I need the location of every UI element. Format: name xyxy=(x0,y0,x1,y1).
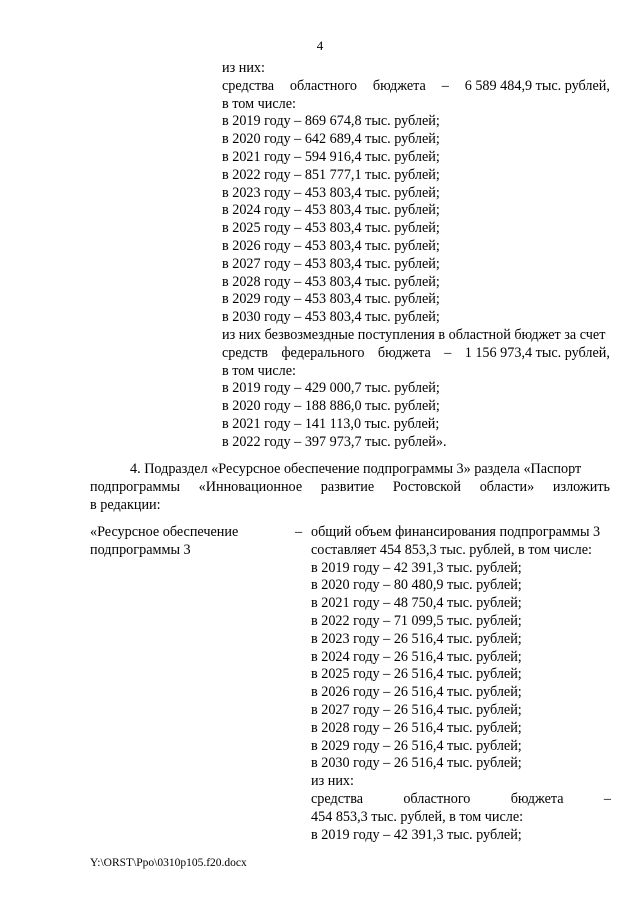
year-line: в 2026 году – 453 803,4 тыс. рублей; xyxy=(222,237,440,254)
subprogram-year-list xyxy=(311,560,611,774)
year-line: в 2020 году – 642 689,4 тыс. рублей; xyxy=(222,131,440,148)
federal-including-line: в том числе: xyxy=(222,362,296,379)
federal-year-line: в 2019 году – 429 000,7 тыс. рублей; xyxy=(222,380,440,397)
paragraph-line-3: в редакции: xyxy=(90,496,161,513)
from-them-line: из них: xyxy=(222,60,265,76)
federal-intro-line: из них безвозмездные поступления в областной бюджет за счет xyxy=(222,326,606,343)
year-line: в 2029 году – 26 516,4 тыс. рублей; xyxy=(311,737,522,754)
year-line: в 2022 году – 71 099,5 тыс. рублей; xyxy=(311,612,522,629)
regional-budget-block xyxy=(222,60,610,452)
year-line: в 2022 году – 851 777,1 тыс. рублей; xyxy=(222,166,440,183)
regional-budget-total-line: средства областного бюджета – 6 589 484,9 тыс. рублей, xyxy=(222,77,610,94)
resource-label-line-1: «Ресурсное обеспечение xyxy=(90,524,239,540)
paragraph-line-2: подпрограммы «Инновационное развитие Ростовской области» изложить xyxy=(90,478,610,495)
including-line: в том числе: xyxy=(222,95,296,112)
regional-budget-line-2: средства областного бюджета – xyxy=(311,790,611,807)
year-line: в 2021 году – 48 750,4 тыс. рублей; xyxy=(311,595,522,612)
year-line: в 2019 году – 42 391,3 тыс. рублей; xyxy=(311,559,522,576)
total-funding-line-2: составляет 454 853,3 тыс. рублей, в том числе: xyxy=(311,541,592,558)
federal-budget-total-line: средств федерального бюджета – 1 156 973,4 тыс. рублей, xyxy=(222,344,610,361)
year-line: в 2026 году – 26 516,4 тыс. рублей; xyxy=(311,684,522,701)
regional-year-list xyxy=(222,113,610,327)
from-them-line-2: из них: xyxy=(311,773,354,790)
federal-year-list xyxy=(222,380,610,451)
file-path-footer: Y:\ORST\Ppo\0310p105.f20.docx xyxy=(90,857,247,869)
total-funding-line-1: общий объем финансирования подпрограммы 3 xyxy=(311,524,601,540)
regional-year-line: в 2019 году – 42 391,3 тыс. рублей; xyxy=(311,826,522,843)
year-line: в 2028 году – 453 803,4 тыс. рублей; xyxy=(222,273,440,290)
year-line: в 2023 году – 453 803,4 тыс. рублей; xyxy=(222,184,440,201)
year-line: в 2030 году – 26 516,4 тыс. рублей; xyxy=(311,755,522,772)
year-line: в 2024 году – 453 803,4 тыс. рублей; xyxy=(222,202,440,219)
year-line: в 2027 году – 26 516,4 тыс. рублей; xyxy=(311,701,522,718)
federal-year-line: в 2021 году – 141 113,0 тыс. рублей; xyxy=(222,415,440,432)
subprogram-funding-block xyxy=(311,524,611,844)
year-line: в 2025 году – 453 803,4 тыс. рублей; xyxy=(222,220,440,237)
year-line: в 2024 году – 26 516,4 тыс. рублей; xyxy=(311,648,522,665)
year-line: в 2029 году – 453 803,4 тыс. рублей; xyxy=(222,291,440,308)
year-line: в 2023 году – 26 516,4 тыс. рублей; xyxy=(311,630,522,647)
resource-label-line-2: подпрограммы 3 xyxy=(90,541,191,558)
year-line: в 2021 году – 594 916,4 тыс. рублей; xyxy=(222,148,440,165)
year-line: в 2019 году – 869 674,8 тыс. рублей; xyxy=(222,113,440,130)
resource-label xyxy=(90,524,290,560)
year-line: в 2025 году – 26 516,4 тыс. рублей; xyxy=(311,666,522,683)
year-line: в 2020 году – 80 480,9 тыс. рублей; xyxy=(311,577,522,594)
federal-year-line: в 2020 году – 188 886,0 тыс. рублей; xyxy=(222,398,440,415)
page-number: 4 xyxy=(316,38,324,53)
label-dash: – xyxy=(295,524,303,540)
amendment-paragraph xyxy=(90,461,610,514)
paragraph-line-1: 4. Подраздел «Ресурсное обеспечение подпрограммы 3» раздела «Паспорт xyxy=(130,461,582,477)
federal-year-line: в 2022 году – 397 973,7 тыс. рублей». xyxy=(222,433,447,450)
year-line: в 2028 году – 26 516,4 тыс. рублей; xyxy=(311,719,522,736)
regional-amount-line: 454 853,3 тыс. рублей, в том числе: xyxy=(311,808,524,825)
year-line: в 2030 году – 453 803,4 тыс. рублей; xyxy=(222,309,440,326)
year-line: в 2027 году – 453 803,4 тыс. рублей; xyxy=(222,255,440,272)
